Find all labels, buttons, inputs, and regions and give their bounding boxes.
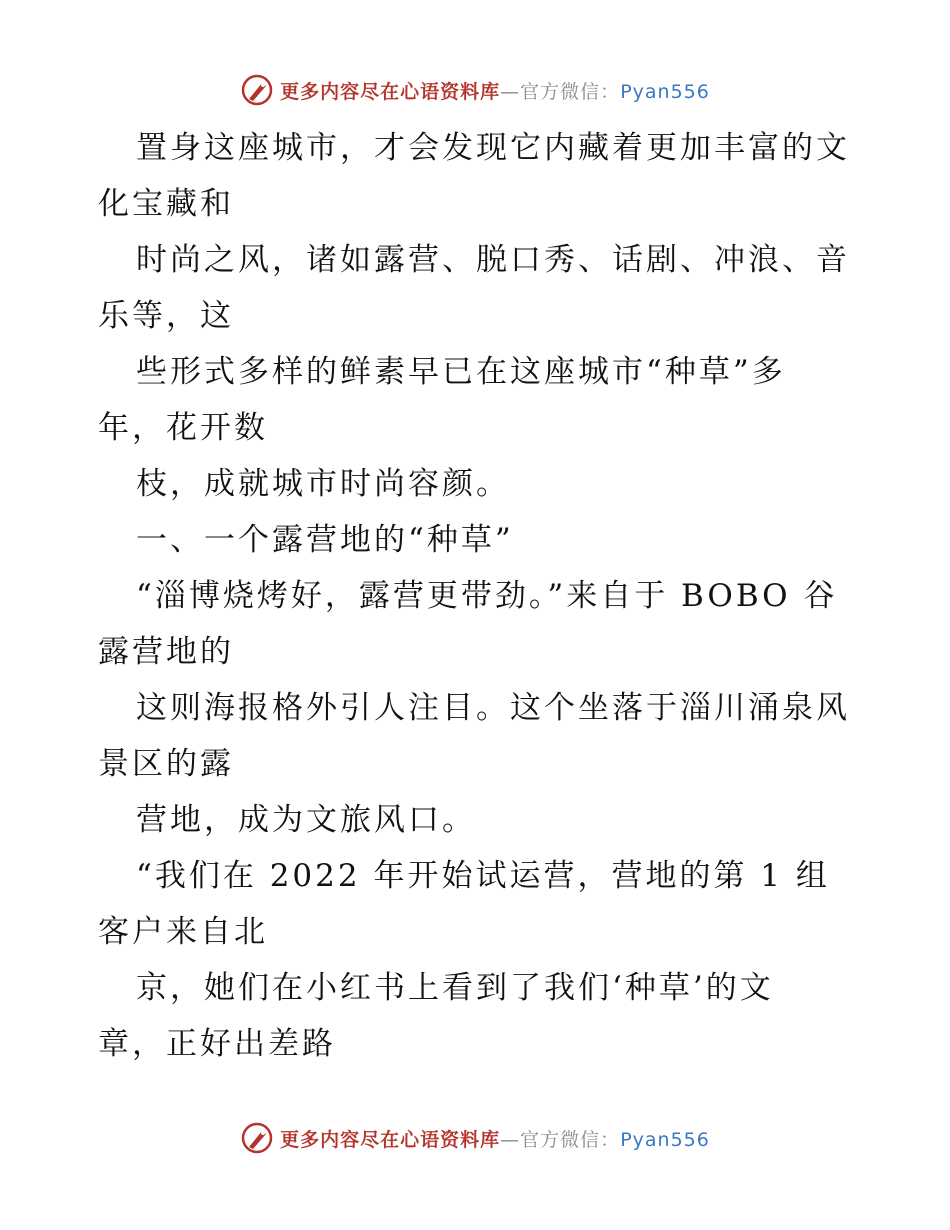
banner-dash: — <box>500 1128 521 1151</box>
header-banner <box>0 70 950 110</box>
text-line: “淄博烧烤好，露营更带劲。”来自于 BOBO 谷 <box>136 578 838 614</box>
banner-account: Pyan556 <box>620 1128 710 1151</box>
section-heading: 一、一个露营地的“种草” <box>136 522 514 558</box>
text-line: 营地，成为文旅风口。 <box>136 802 476 838</box>
footer-banner <box>0 1118 950 1158</box>
pen-nib-logo-icon <box>240 73 274 107</box>
text-line: 景区的露 <box>98 746 234 782</box>
text-line: 时尚之风，诸如露营、脱口秀、话剧、冲浪、音 <box>136 242 850 278</box>
banner-account: Pyan556 <box>620 80 710 103</box>
banner-dash: — <box>500 80 521 103</box>
text-line: “我们在 2022 年开始试运营，营地的第 1 组 <box>136 858 830 894</box>
banner-label: 官方微信： <box>520 80 621 103</box>
document-body <box>98 120 858 1072</box>
text-line: 年，花开数 <box>98 410 268 446</box>
banner-main-text: 更多内容尽在心语资料库 <box>280 80 501 103</box>
text-line: 乐等，这 <box>98 298 234 334</box>
banner-label: 官方微信： <box>520 1128 621 1151</box>
text-line: 露营地的 <box>98 634 234 670</box>
text-line: 些形式多样的鲜素早已在这座城市“种草”多 <box>136 354 786 390</box>
text-line: 化宝藏和 <box>98 186 234 222</box>
banner-text <box>280 1125 710 1152</box>
text-line: 这则海报格外引人注目。这个坐落于淄川涌泉风 <box>136 690 850 726</box>
text-line: 京，她们在小红书上看到了我们‘种草’的文 <box>136 970 774 1006</box>
text-line: 章，正好出差路 <box>98 1026 336 1062</box>
text-line: 置身这座城市，才会发现它内藏着更加丰富的文 <box>136 130 850 166</box>
banner-text <box>280 77 710 104</box>
pen-nib-logo-icon <box>240 1121 274 1155</box>
banner-main-text: 更多内容尽在心语资料库 <box>280 1128 501 1151</box>
text-line: 枝，成就城市时尚容颜。 <box>136 466 510 502</box>
text-line: 客户来自北 <box>98 914 268 950</box>
